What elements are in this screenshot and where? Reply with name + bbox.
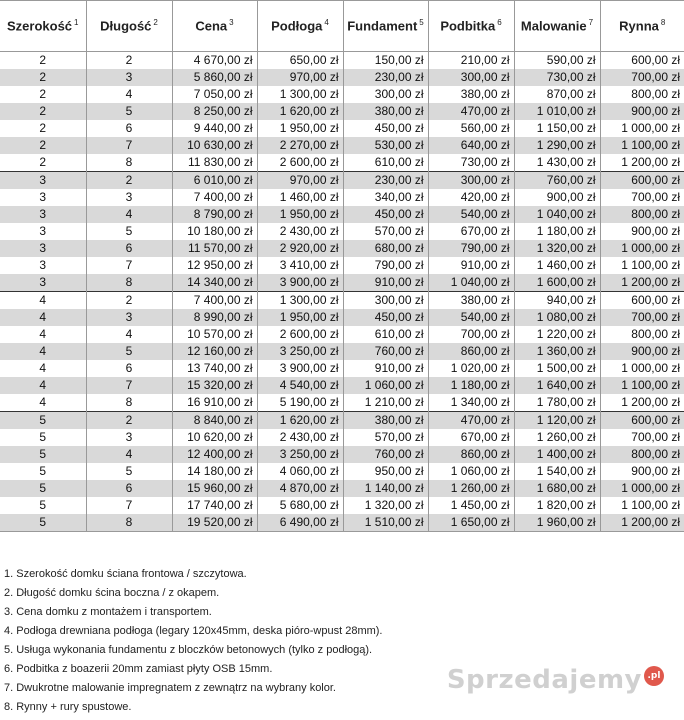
table-cell: 2 600,00 zł [257, 154, 343, 172]
table-cell: 1 450,00 zł [428, 497, 514, 514]
table-cell: 8 250,00 zł [172, 103, 257, 120]
table-row [0, 446, 684, 463]
table-cell: 4 [86, 206, 172, 223]
table-cell: 970,00 zł [257, 172, 343, 190]
table-row [0, 103, 684, 120]
column-header-label: Podbitka [440, 18, 496, 34]
table-cell: 800,00 zł [600, 206, 684, 223]
table-row [0, 120, 684, 137]
table-cell: 14 340,00 zł [172, 274, 257, 292]
table-cell: 2 [0, 86, 86, 103]
column-header [172, 1, 257, 52]
column-header-label: Rynna [619, 18, 659, 34]
table-cell: 1 820,00 zł [514, 497, 600, 514]
table-cell: 1 100,00 zł [600, 257, 684, 274]
table-cell: 4 870,00 zł [257, 480, 343, 497]
table-cell: 5 [86, 103, 172, 120]
table-cell: 1 680,00 zł [514, 480, 600, 497]
column-header-label: Podłoga [271, 18, 323, 34]
table-cell: 150,00 zł [343, 52, 428, 70]
table-cell: 3 [0, 189, 86, 206]
table-cell: 12 400,00 zł [172, 446, 257, 463]
table-cell: 870,00 zł [514, 86, 600, 103]
footnote: 6. Podbitka z boazerii 20mm zamiast płyty OSB 15mm. [4, 663, 273, 675]
table-cell: 1 960,00 zł [514, 514, 600, 532]
table-cell: 15 960,00 zł [172, 480, 257, 497]
table-cell: 3 250,00 zł [257, 446, 343, 463]
column-header-label: Cena [195, 18, 228, 34]
footnote: 3. Cena domku z montażem i transportem. [4, 606, 212, 618]
table-cell: 450,00 zł [343, 206, 428, 223]
table-cell: 300,00 zł [343, 86, 428, 103]
table-cell: 970,00 zł [257, 69, 343, 86]
table-cell: 300,00 zł [343, 292, 428, 310]
table-cell: 8 840,00 zł [172, 412, 257, 430]
table-cell: 610,00 zł [343, 154, 428, 172]
footnote-ref: 8 [660, 18, 666, 28]
table-cell: 1 360,00 zł [514, 343, 600, 360]
table-row [0, 429, 684, 446]
table-row [0, 514, 684, 532]
table-cell: 8 [86, 154, 172, 172]
table-cell: 340,00 zł [343, 189, 428, 206]
table-cell: 4 540,00 zł [257, 377, 343, 394]
table-cell: 1 200,00 zł [600, 154, 684, 172]
table-cell: 1 100,00 zł [600, 137, 684, 154]
table-cell: 420,00 zł [428, 189, 514, 206]
table-cell: 15 320,00 zł [172, 377, 257, 394]
footnote-ref: 1 [74, 18, 79, 28]
table-cell: 1 460,00 zł [514, 257, 600, 274]
table-row [0, 326, 684, 343]
table-cell: 670,00 zł [428, 429, 514, 446]
table-cell: 530,00 zł [343, 137, 428, 154]
table-cell: 7 050,00 zł [172, 86, 257, 103]
table-cell: 1 500,00 zł [514, 360, 600, 377]
table-row [0, 360, 684, 377]
table-cell: 3 [0, 274, 86, 292]
table-cell: 680,00 zł [343, 240, 428, 257]
table-cell: 10 570,00 zł [172, 326, 257, 343]
table-cell: 1 200,00 zł [600, 394, 684, 412]
watermark-logo [447, 660, 664, 700]
table-cell: 6 490,00 zł [257, 514, 343, 532]
table-cell: 570,00 zł [343, 223, 428, 240]
table-cell: 1 430,00 zł [514, 154, 600, 172]
footnote: 2. Długość domku ścina boczna / z okapem. [4, 587, 220, 599]
table-cell: 2 [0, 69, 86, 86]
footnote: 8. Rynny + rury spustowe. [4, 701, 132, 713]
table-cell: 1 780,00 zł [514, 394, 600, 412]
table-cell: 700,00 zł [600, 69, 684, 86]
table-cell: 4 [0, 292, 86, 310]
table-cell: 3 250,00 zł [257, 343, 343, 360]
table-cell: 910,00 zł [343, 274, 428, 292]
table-row [0, 412, 684, 430]
table-cell: 12 950,00 zł [172, 257, 257, 274]
table-cell: 6 [86, 240, 172, 257]
table-cell: 4 [86, 326, 172, 343]
table-cell: 380,00 zł [343, 412, 428, 430]
table-row [0, 86, 684, 103]
table-cell: 4 [0, 309, 86, 326]
footnote: 5. Usługa wykonania fundamentu z bloczków betonowych (tylko z podłogą). [4, 644, 373, 656]
table-cell: 2 430,00 zł [257, 223, 343, 240]
footnote-ref: 2 [153, 18, 158, 28]
column-header [600, 1, 684, 52]
table-row [0, 189, 684, 206]
table-cell: 5 860,00 zł [172, 69, 257, 86]
table-cell: 1 320,00 zł [343, 497, 428, 514]
table-row [0, 257, 684, 274]
table-cell: 570,00 zł [343, 429, 428, 446]
table-cell: 6 [86, 480, 172, 497]
table-cell: 700,00 zł [600, 429, 684, 446]
table-cell: 11 570,00 zł [172, 240, 257, 257]
table-cell: 1 650,00 zł [428, 514, 514, 532]
column-header-label: Malowanie [520, 18, 587, 34]
table-cell: 730,00 zł [514, 69, 600, 86]
table-cell: 450,00 zł [343, 120, 428, 137]
table-cell: 9 440,00 zł [172, 120, 257, 137]
table-row [0, 137, 684, 154]
table-cell: 600,00 zł [600, 292, 684, 310]
table-cell: 6 010,00 zł [172, 172, 257, 190]
footnote-ref: 6 [497, 18, 502, 28]
table-cell: 4 [86, 446, 172, 463]
table-cell: 1 060,00 zł [428, 463, 514, 480]
table-cell: 1 000,00 zł [600, 480, 684, 497]
table-cell: 600,00 zł [600, 52, 684, 70]
table-cell: 1 300,00 zł [257, 86, 343, 103]
table-cell: 1 200,00 zł [600, 274, 684, 292]
table-cell: 7 400,00 zł [172, 189, 257, 206]
table-row [0, 497, 684, 514]
table-cell: 3 [86, 309, 172, 326]
table-row [0, 52, 684, 70]
table-cell: 790,00 zł [428, 240, 514, 257]
table-row [0, 343, 684, 360]
table-cell: 940,00 zł [514, 292, 600, 310]
column-header [514, 1, 600, 52]
table-cell: 1 220,00 zł [514, 326, 600, 343]
table-cell: 540,00 zł [428, 206, 514, 223]
table-cell: 4 [0, 394, 86, 412]
table-row [0, 223, 684, 240]
table-cell: 1 060,00 zł [343, 377, 428, 394]
table-cell: 1 950,00 zł [257, 120, 343, 137]
table-cell: 760,00 zł [343, 343, 428, 360]
table-row [0, 309, 684, 326]
table-cell: 2 [86, 292, 172, 310]
table-cell: 950,00 zł [343, 463, 428, 480]
table-cell: 730,00 zł [428, 154, 514, 172]
table-cell: 3 900,00 zł [257, 360, 343, 377]
table-cell: 670,00 zł [428, 223, 514, 240]
table-cell: 3 [0, 257, 86, 274]
footnote: 1. Szerokość domku ściana frontowa / szczytowa. [4, 568, 247, 580]
table-cell: 910,00 zł [343, 360, 428, 377]
table-cell: 1 260,00 zł [428, 480, 514, 497]
table-cell: 300,00 zł [428, 172, 514, 190]
table-cell: 1 950,00 zł [257, 206, 343, 223]
table-cell: 1 400,00 zł [514, 446, 600, 463]
column-header [257, 1, 343, 52]
column-header [428, 1, 514, 52]
table-cell: 1 460,00 zł [257, 189, 343, 206]
table-cell: 17 740,00 zł [172, 497, 257, 514]
table-cell: 900,00 zł [600, 343, 684, 360]
table-cell: 590,00 zł [514, 52, 600, 70]
footnote: 7. Dwukrotne malowanie impregnatem z zewnątrz na wybrany kolor. [4, 682, 336, 694]
table-cell: 1 000,00 zł [600, 360, 684, 377]
table-row [0, 480, 684, 497]
table-cell: 5 [0, 514, 86, 532]
table-cell: 1 100,00 zł [600, 377, 684, 394]
table-cell: 4 060,00 zł [257, 463, 343, 480]
table-cell: 1 290,00 zł [514, 137, 600, 154]
table-cell: 10 630,00 zł [172, 137, 257, 154]
table-cell: 2 [86, 412, 172, 430]
table-cell: 5 680,00 zł [257, 497, 343, 514]
table-cell: 760,00 zł [514, 172, 600, 190]
table-cell: 3 [0, 206, 86, 223]
table-cell: 1 100,00 zł [600, 497, 684, 514]
table-cell: 800,00 zł [600, 86, 684, 103]
table-cell: 1 040,00 zł [428, 274, 514, 292]
table-cell: 1 040,00 zł [514, 206, 600, 223]
column-header-label: Szerokość [7, 18, 73, 34]
table-cell: 600,00 zł [600, 172, 684, 190]
table-cell: 2 [0, 103, 86, 120]
table-cell: 14 180,00 zł [172, 463, 257, 480]
table-cell: 1 180,00 zł [428, 377, 514, 394]
column-header-label: Fundament [347, 18, 418, 34]
table-cell: 4 [86, 86, 172, 103]
table-cell: 10 620,00 zł [172, 429, 257, 446]
table-cell: 4 [0, 377, 86, 394]
table-cell: 5 [0, 480, 86, 497]
table-cell: 2 [0, 52, 86, 70]
table-cell: 2 600,00 zł [257, 326, 343, 343]
table-cell: 4 [0, 326, 86, 343]
table-cell: 1 620,00 zł [257, 412, 343, 430]
table-cell: 1 120,00 zł [514, 412, 600, 430]
table-cell: 540,00 zł [428, 309, 514, 326]
table-cell: 1 000,00 zł [600, 120, 684, 137]
table-row [0, 154, 684, 172]
column-header-label: Długość [100, 18, 152, 34]
table-cell: 5 [86, 223, 172, 240]
table-cell: 7 [86, 377, 172, 394]
table-cell: 1 210,00 zł [343, 394, 428, 412]
table-cell: 5 [0, 446, 86, 463]
table-cell: 1 540,00 zł [514, 463, 600, 480]
table-cell: 380,00 zł [343, 103, 428, 120]
table-cell: 3 [0, 223, 86, 240]
table-cell: 4 [0, 360, 86, 377]
table-cell: 3 900,00 zł [257, 274, 343, 292]
table-cell: 2 [0, 154, 86, 172]
table-cell: 2 920,00 zł [257, 240, 343, 257]
table-cell: 1 260,00 zł [514, 429, 600, 446]
footnote-ref: 5 [419, 18, 424, 28]
table-cell: 2 430,00 zł [257, 429, 343, 446]
table-cell: 1 600,00 zł [514, 274, 600, 292]
table-cell: 1 340,00 zł [428, 394, 514, 412]
table-cell: 7 [86, 257, 172, 274]
table-cell: 1 150,00 zł [514, 120, 600, 137]
table-cell: 450,00 zł [343, 309, 428, 326]
table-row [0, 394, 684, 412]
table-cell: 5 [0, 497, 86, 514]
table-cell: 700,00 zł [428, 326, 514, 343]
footnote-ref: 4 [324, 18, 329, 28]
table-cell: 470,00 zł [428, 103, 514, 120]
table-cell: 300,00 zł [428, 69, 514, 86]
table-cell: 5 190,00 zł [257, 394, 343, 412]
table-cell: 640,00 zł [428, 137, 514, 154]
table-cell: 1 200,00 zł [600, 514, 684, 532]
table-cell: 19 520,00 zł [172, 514, 257, 532]
table-cell: 11 830,00 zł [172, 154, 257, 172]
table-cell: 5 [0, 463, 86, 480]
table-cell: 7 400,00 zł [172, 292, 257, 310]
table-cell: 760,00 zł [343, 446, 428, 463]
table-cell: 1 020,00 zł [428, 360, 514, 377]
table-cell: 900,00 zł [600, 463, 684, 480]
table-cell: 650,00 zł [257, 52, 343, 70]
table-cell: 5 [86, 463, 172, 480]
table-cell: 3 [0, 172, 86, 190]
table-row [0, 69, 684, 86]
table-cell: 2 270,00 zł [257, 137, 343, 154]
table-cell: 1 950,00 zł [257, 309, 343, 326]
table-row [0, 274, 684, 292]
table-cell: 900,00 zł [600, 223, 684, 240]
table-cell: 1 640,00 zł [514, 377, 600, 394]
watermark-badge-icon: .pl [644, 666, 664, 686]
table-cell: 16 910,00 zł [172, 394, 257, 412]
table-row [0, 206, 684, 223]
table-row [0, 377, 684, 394]
table-cell: 4 [0, 343, 86, 360]
table-cell: 1 080,00 zł [514, 309, 600, 326]
table-cell: 470,00 zł [428, 412, 514, 430]
table-cell: 2 [86, 172, 172, 190]
table-cell: 4 670,00 zł [172, 52, 257, 70]
table-cell: 3 [86, 429, 172, 446]
table-cell: 560,00 zł [428, 120, 514, 137]
table-cell: 8 [86, 514, 172, 532]
table-cell: 5 [0, 429, 86, 446]
table-cell: 3 [0, 240, 86, 257]
footnote-ref: 7 [588, 18, 594, 28]
table-body [0, 52, 684, 532]
table-cell: 3 410,00 zł [257, 257, 343, 274]
table-cell: 380,00 zł [428, 86, 514, 103]
table-cell: 910,00 zł [428, 257, 514, 274]
table-row [0, 292, 684, 310]
table-cell: 700,00 zł [600, 189, 684, 206]
table-cell: 6 [86, 360, 172, 377]
table-cell: 7 [86, 497, 172, 514]
column-header [86, 1, 172, 52]
table-cell: 610,00 zł [343, 326, 428, 343]
table-cell: 10 180,00 zł [172, 223, 257, 240]
table-cell: 8 [86, 394, 172, 412]
table-cell: 860,00 zł [428, 446, 514, 463]
column-header [343, 1, 428, 52]
footnote-ref: 3 [229, 18, 234, 28]
table-cell: 1 620,00 zł [257, 103, 343, 120]
table-cell: 1 000,00 zł [600, 240, 684, 257]
table-cell: 800,00 zł [600, 446, 684, 463]
table-cell: 2 [0, 137, 86, 154]
table-cell: 1 180,00 zł [514, 223, 600, 240]
table-cell: 210,00 zł [428, 52, 514, 70]
table-cell: 230,00 zł [343, 69, 428, 86]
table-cell: 8 790,00 zł [172, 206, 257, 223]
table-cell: 380,00 zł [428, 292, 514, 310]
watermark-text: Sprzedajemy [446, 665, 642, 695]
table-cell: 600,00 zł [600, 412, 684, 430]
table-cell: 700,00 zł [600, 309, 684, 326]
column-header [0, 1, 86, 52]
table-cell: 2 [86, 52, 172, 70]
table-row [0, 240, 684, 257]
table-cell: 5 [0, 412, 86, 430]
table-cell: 860,00 zł [428, 343, 514, 360]
table-cell: 13 740,00 zł [172, 360, 257, 377]
table-cell: 12 160,00 zł [172, 343, 257, 360]
table-cell: 230,00 zł [343, 172, 428, 190]
table-cell: 3 [86, 189, 172, 206]
table-cell: 790,00 zł [343, 257, 428, 274]
footnote: 4. Podłoga drewniana podłoga (legary 120x45mm, deska pióro-wpust 28mm). [4, 625, 383, 637]
header-row [0, 1, 684, 52]
table-cell: 6 [86, 120, 172, 137]
table-cell: 1 510,00 zł [343, 514, 428, 532]
table-cell: 8 990,00 zł [172, 309, 257, 326]
table-row [0, 172, 684, 190]
table-cell: 1 010,00 zł [514, 103, 600, 120]
table-cell: 900,00 zł [514, 189, 600, 206]
table-cell: 1 320,00 zł [514, 240, 600, 257]
table-cell: 2 [0, 120, 86, 137]
table-cell: 1 300,00 zł [257, 292, 343, 310]
table-cell: 3 [86, 69, 172, 86]
table-row [0, 463, 684, 480]
table-cell: 800,00 zł [600, 326, 684, 343]
table-cell: 1 140,00 zł [343, 480, 428, 497]
table-cell: 900,00 zł [600, 103, 684, 120]
table-cell: 5 [86, 343, 172, 360]
table-cell: 8 [86, 274, 172, 292]
table-cell: 7 [86, 137, 172, 154]
